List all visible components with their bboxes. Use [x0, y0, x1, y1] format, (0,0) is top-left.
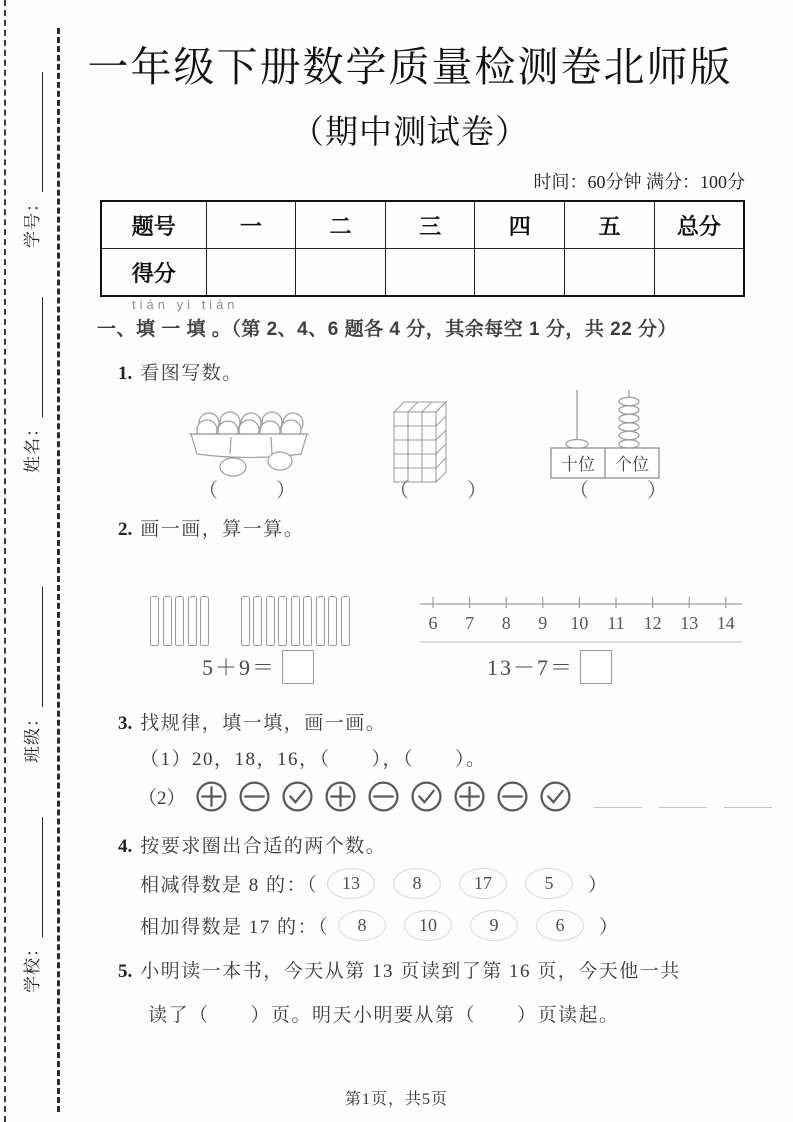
exam-subtitle: （期中测试卷） [291, 115, 529, 151]
number-line-label: 7 [465, 613, 475, 633]
question-text: 小明读一本书，今天从第 13 页读到了第 16 页，今天他一共 [140, 961, 681, 982]
flower-number: 13 [327, 868, 375, 899]
equation-text: 5＋9＝ [202, 655, 277, 680]
check-circle-icon [539, 780, 572, 813]
question-number: 5. [118, 961, 133, 982]
stick [266, 596, 275, 646]
question-number: 2. [118, 519, 133, 540]
score-cell-empty [565, 249, 655, 297]
minus-circle-icon [238, 780, 271, 813]
flower-number: 5 [525, 868, 573, 899]
question-number: 1. [118, 363, 133, 384]
stick [291, 596, 300, 646]
fold-dashed-line [57, 28, 60, 1112]
question-text: 看图写数。 [140, 363, 243, 384]
question-3 [118, 708, 386, 735]
score-cell-empty [206, 249, 296, 297]
question-1 [118, 358, 243, 385]
sidebar-field-name [17, 297, 43, 473]
counting-sticks-figure [150, 596, 353, 646]
question-4-line-1 [140, 868, 609, 899]
close-paren: ） [599, 917, 620, 938]
pattern-blank [659, 785, 707, 808]
answer-paren: （ ） [389, 480, 493, 502]
score-header-cell: 总分 [654, 201, 744, 249]
stick [241, 596, 250, 646]
stick-group-right [241, 596, 354, 646]
number-line-label: 12 [643, 613, 662, 633]
stick [316, 596, 325, 646]
answer-paren: （ ） [198, 480, 302, 502]
cube-block-figure [388, 394, 452, 486]
score-cell-empty [296, 249, 386, 297]
number-line-label: 9 [538, 613, 548, 633]
stick [253, 596, 262, 646]
section-heading: 一、填 一 填 。（第 2、4、6 题各 4 分，其余每空 1 分，共 22 分） [97, 319, 678, 340]
number-line-label: 8 [501, 613, 511, 633]
sidebar-field-student-id [17, 72, 43, 248]
number-line-ticks [429, 597, 735, 633]
plus-circle-icon [453, 780, 486, 813]
exam-title: 一年级下册数学质量检测卷北师版 [87, 44, 733, 90]
number-line [418, 594, 744, 648]
sidebar-field-class [17, 587, 43, 763]
score-row-label: 得分 [101, 249, 206, 297]
field-label: 学号： [23, 194, 42, 248]
fill-in-line [38, 817, 43, 937]
score-table [100, 200, 745, 297]
ones-place-label: 个位 [615, 455, 649, 474]
number-line-label: 10 [570, 613, 589, 633]
score-cell-empty [654, 249, 744, 297]
equation-right [487, 650, 612, 684]
sidebar-field-school [17, 817, 43, 993]
pinyin-annotation: tián yi tián [132, 297, 239, 312]
question-4-line-2 [140, 910, 620, 941]
answer-paren: （ ） [569, 480, 673, 502]
minus-circle-icon [496, 780, 529, 813]
stick [163, 596, 172, 646]
number-line-label: 14 [716, 613, 735, 633]
fill-in-line [38, 587, 43, 707]
close-paren: ） [588, 875, 609, 896]
flower-numbers [318, 868, 582, 899]
pattern-blank [594, 785, 642, 808]
field-label: 班级： [23, 709, 42, 763]
plus-circle-icon [195, 780, 228, 813]
flower-number: 8 [393, 868, 441, 899]
fill-in-line [38, 72, 43, 192]
question-text: 找规律，填一填，画一画。 [140, 713, 387, 734]
stick [303, 596, 312, 646]
line-label: 相减得数是 8 的：（ [140, 875, 319, 896]
stick [341, 596, 350, 646]
stick [278, 596, 287, 646]
stick [188, 596, 197, 646]
score-header-cell: 五 [565, 201, 655, 249]
egg-tray-figure [183, 400, 315, 478]
pattern-blanks [577, 785, 772, 808]
stick-group-left [150, 596, 213, 646]
stick [328, 596, 337, 646]
flower-number: 9 [470, 910, 518, 941]
score-header-cell: 一 [206, 201, 296, 249]
page-number: 第1页，共5页 [344, 1091, 448, 1108]
check-circle-icon [410, 780, 443, 813]
number-line-label: 13 [680, 613, 699, 633]
question-2 [118, 514, 304, 541]
score-cell-empty [475, 249, 565, 297]
number-line-label: 11 [607, 613, 625, 633]
tens-place-label: 十位 [561, 455, 595, 474]
question-3-part-2 [138, 780, 772, 813]
stick [175, 596, 184, 646]
question-4 [118, 831, 386, 858]
plus-circle-icon [324, 780, 357, 813]
question-5 [118, 956, 758, 983]
equation-left [202, 650, 314, 684]
score-header-cell: 三 [385, 201, 475, 249]
abacus-figure [545, 388, 665, 482]
score-header-cell: 四 [475, 201, 565, 249]
minus-circle-icon [367, 780, 400, 813]
pattern-symbols [190, 780, 577, 813]
flower-number: 10 [404, 910, 452, 941]
answer-box [580, 650, 612, 684]
left-cut-line [4, 0, 6, 1122]
question-text: 按要求圈出合适的两个数。 [140, 836, 387, 857]
flower-numbers [329, 910, 593, 941]
field-label: 学校： [23, 939, 42, 993]
answer-box [282, 650, 314, 684]
part-label: （2） [138, 788, 186, 809]
flower-number: 6 [536, 910, 584, 941]
score-header-cell: 二 [296, 201, 386, 249]
exam-meta: 时间：60分钟 满分：100分 [533, 172, 745, 192]
flower-number: 17 [459, 868, 507, 899]
fill-in-line [38, 297, 43, 417]
flower-number: 8 [338, 910, 386, 941]
score-table-header-row [101, 201, 744, 249]
question-3-part-1: （1）20，18，16，（ ），（ ）。 [140, 749, 487, 770]
line-label: 相加得数是 17 的：（ [140, 917, 330, 938]
equation-text: 13－7＝ [487, 655, 575, 680]
score-cell-empty [385, 249, 475, 297]
stick [200, 596, 209, 646]
pattern-blank [724, 785, 772, 808]
field-label: 姓名： [23, 419, 42, 473]
question-number: 3. [118, 713, 133, 734]
question-number: 4. [118, 836, 133, 857]
check-circle-icon [281, 780, 314, 813]
number-line-label: 6 [428, 613, 438, 633]
score-header-cell: 题号 [101, 201, 206, 249]
question-5-line-2: 读了（ ）页。明天小明要从第（ ）页读起。 [148, 1005, 620, 1026]
stick [150, 596, 159, 646]
question-text: 画一画，算一算。 [140, 519, 305, 540]
score-table-score-row [101, 249, 744, 297]
